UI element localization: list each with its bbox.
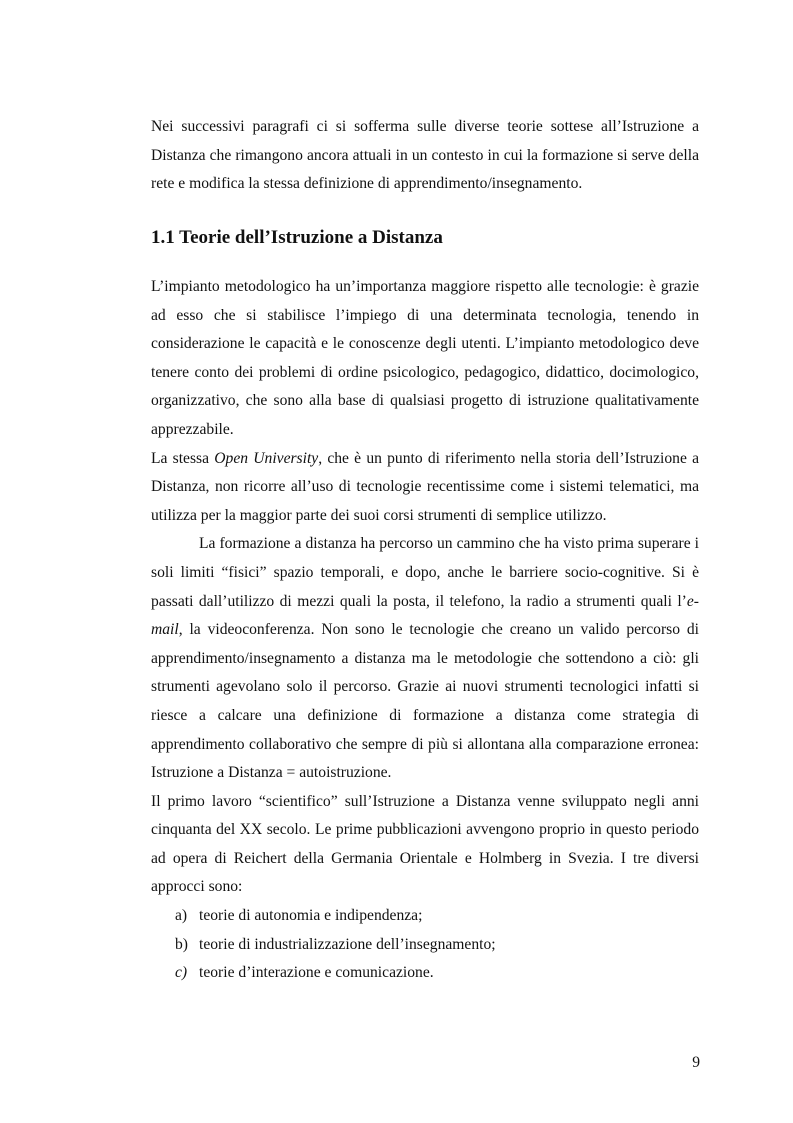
list-marker: b) (175, 935, 188, 953)
paragraph-open-university-after: , che è un punto di riferimento nella storia dell’Istruzione a Distanza, non ricorre all’uso di tecnologie recentissime come i sistemi telematici, ma utilizza per la maggior parte dei suoi corsi strumenti di semplice utilizzo. (151, 449, 699, 524)
list-item (151, 959, 699, 988)
intro-paragraph (151, 113, 699, 199)
intro-text: Nei successivi paragrafi ci si sofferma sulle diverse teorie sottese all’Istruzione a Distanza che rimangono ancora attuali in un contesto in cui la formazione si serve della rete e modifica la stessa definizione di apprendimento/insegnamento. (151, 118, 699, 193)
open-university-emphasis: Open University (214, 449, 319, 467)
list-marker: a) (175, 907, 188, 925)
paragraph-distance-learning (151, 530, 699, 787)
paragraph-methodology: L’impianto metodologico ha un’importanza maggiore rispetto alle tecnologie: è grazie ad esso che si stabilisce l’impiego di una determinata tecnologia, tenendo in considerazione le capacità e le conoscenze degli utenti. L’impianto metodologico deve tenere conto dei problemi di ordine psicologico, pedagogico, didattico, docimologico, organizzativo, che sono alla base di qualsiasi progetto di istruzione qualitativamente apprezzabile. (151, 278, 699, 438)
paragraph-distance-learning-before: La formazione a distanza ha percorso un cammino che ha visto prima superare i soli limiti “fisici” spazio temporali, e dopo, anche le barriere socio-cognitive. Si è passati dall’utilizzo di mezzi quali la posta, il telefono, la radio a strumenti quali l’ (151, 535, 699, 610)
paragraph-open-university (151, 445, 699, 531)
list-item-text: teorie di autonomia e indipendenza; (199, 907, 423, 925)
approaches-list (151, 902, 699, 988)
section-heading: 1.1 Teorie dell’Istruzione a Distanza (151, 227, 443, 248)
list-item-text: teorie d’interazione e comunicazione. (199, 964, 434, 982)
list-marker: c) (175, 964, 188, 982)
list-item (151, 902, 699, 931)
paragraph-first-work: Il primo lavoro “scientifico” sull’Istruzione a Distanza venne sviluppato negli anni cinquanta del XX secolo. Le prime pubblicazioni avvengono proprio in questo periodo ad opera di Reichert della Germania Orientale e Holmberg in Svezia. I tre diversi approcci sono: (151, 792, 699, 896)
paragraph-open-university-before: La stessa (151, 449, 215, 467)
email-emphasis: e-mail (151, 592, 699, 639)
paragraph-distance-learning-after: , la videoconferenza. Non sono le tecnologie che creano un valido percorso di apprendimento/insegnamento a distanza ma le metodologie che sottendono a ciò: gli strumenti agevolano solo il percorso. Grazie ai nuovi strumenti tecnologici infatti si riesce a calcare una definizione di formazione a distanza come strategia di apprendimento collaborativo che sempre di più si allontana alla comparazione erronea: Istruzione a Distanza = autoistruzione. (151, 621, 699, 782)
list-item-text: teorie di industrializzazione dell’insegnamento; (199, 935, 496, 953)
section-body (151, 273, 699, 988)
page-number: 9 (692, 1054, 700, 1071)
list-item (151, 931, 699, 960)
